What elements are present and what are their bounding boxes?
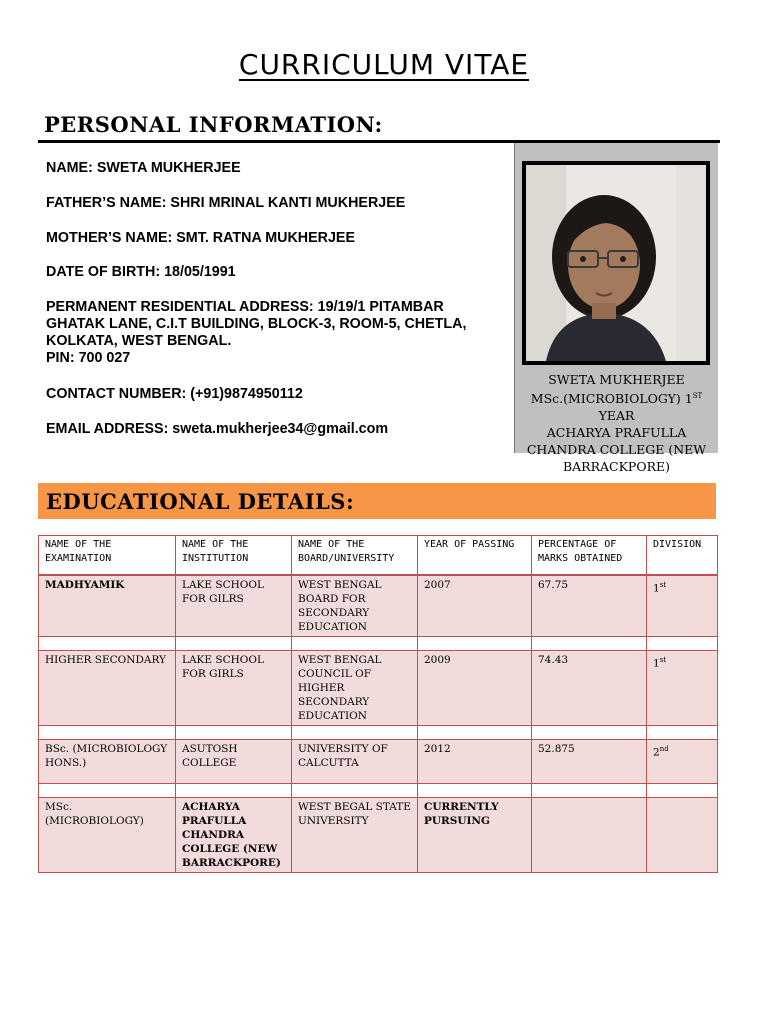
cell-examination: MADHYAMIK <box>39 575 176 637</box>
column-header-board: NAME OF THE BOARD/UNIVERSITY <box>292 536 418 576</box>
photo-caption <box>515 371 718 475</box>
cell-board: WEST BEGAL STATE UNIVERSITY <box>292 798 418 873</box>
name-line: NAME: SWETA MUKHERJEE <box>46 160 241 176</box>
column-header-division: DIVISION <box>647 536 718 576</box>
cell-year: 2009 <box>418 651 532 726</box>
father-name-line: FATHER’S NAME: SHRI MRINAL KANTI MUKHERJEE <box>46 195 406 211</box>
email-address-line: EMAIL ADDRESS: sweta.mukherjee34@gmail.com <box>46 421 389 437</box>
address-line-2: GHATAK LANE, C.I.T BUILDING, BLOCK-3, ROOM-5, CHETLA, <box>46 316 467 332</box>
contact-number-line: CONTACT NUMBER: (+91)9874950112 <box>46 386 303 402</box>
cell-percentage: 52.875 <box>532 740 647 784</box>
column-header-percentage: PERCENTAGE OF MARKS OBTAINED <box>532 536 647 576</box>
portrait-image <box>526 165 706 361</box>
column-header-institution: NAME OF THE INSTITUTION <box>176 536 292 576</box>
cell-institution: ACHARYA PRAFULLA CHANDRA COLLEGE (NEW BARRACKPORE) <box>176 798 292 873</box>
table-row <box>39 740 718 784</box>
profile-photo <box>522 161 710 365</box>
cell-board: UNIVERSITY OF CALCUTTA <box>292 740 418 784</box>
personal-information-heading: PERSONAL INFORMATION: <box>44 112 383 137</box>
caption-name: SWETA MUKHERJEE <box>548 372 685 387</box>
caption-college-1: ACHARYA PRAFULLA <box>546 425 687 441</box>
caption-college-2: CHANDRA COLLEGE (NEW <box>526 442 707 458</box>
caption-course: MSc.(MICROBIOLOGY) 1ST YEAR <box>530 391 703 424</box>
cell-percentage: 67.75 <box>532 575 647 637</box>
cell-examination: MSc. (MICROBIOLOGY) <box>39 798 176 873</box>
cell-division: 1st <box>647 651 718 726</box>
date-of-birth-line: DATE OF BIRTH: 18/05/1991 <box>46 264 236 280</box>
cell-institution: ASUTOSH COLLEGE <box>176 740 292 784</box>
cell-year: 2012 <box>418 740 532 784</box>
cell-examination: BSc. (MICROBIOLOGY HONS.) <box>39 740 176 784</box>
cell-year: CURRENTLY PURSUING <box>418 798 532 873</box>
table-row <box>39 575 718 637</box>
cell-division <box>647 798 718 873</box>
spacer-row <box>39 784 718 798</box>
cell-percentage <box>532 798 647 873</box>
cell-division: 1st <box>647 575 718 637</box>
document-title <box>0 48 768 81</box>
address-line-1: PERMANENT RESIDENTIAL ADDRESS: 19/19/1 PITAMBAR <box>46 299 444 315</box>
education-table <box>38 535 718 873</box>
caption-college-3: BARRACKPORE) <box>562 459 671 475</box>
cell-institution: LAKE SCHOOL FOR GILRS <box>176 575 292 637</box>
cell-board: WEST BENGAL BOARD FOR SECONDARY EDUCATION <box>292 575 418 637</box>
cell-examination: HIGHER SECONDARY <box>39 651 176 726</box>
cell-year: 2007 <box>418 575 532 637</box>
table-header-row <box>39 536 718 576</box>
photo-panel <box>514 143 718 475</box>
educational-details-heading: EDUCATIONAL DETAILS: <box>46 489 355 514</box>
column-header-examination: NAME OF THE EXAMINATION <box>39 536 176 576</box>
pin-line: PIN: 700 027 <box>46 350 131 366</box>
document-title-text: CURRICULUM VITAE <box>238 48 530 81</box>
cell-board: WEST BENGAL COUNCIL OF HIGHER SECONDARY EDUCATION <box>292 651 418 726</box>
address-line-3: KOLKATA, WEST BENGAL. <box>46 333 232 349</box>
spacer-row <box>39 726 718 740</box>
mother-name-line: MOTHER’S NAME: SMT. RATNA MUKHERJEE <box>46 230 355 246</box>
cell-institution: LAKE SCHOOL FOR GIRLS <box>176 651 292 726</box>
cell-division: 2nd <box>647 740 718 784</box>
table-row <box>39 651 718 726</box>
spacer-row <box>39 637 718 651</box>
column-header-year: YEAR OF PASSING <box>418 536 532 576</box>
cell-percentage: 74.43 <box>532 651 647 726</box>
table-row <box>39 798 718 873</box>
educational-details-bar <box>38 483 716 519</box>
